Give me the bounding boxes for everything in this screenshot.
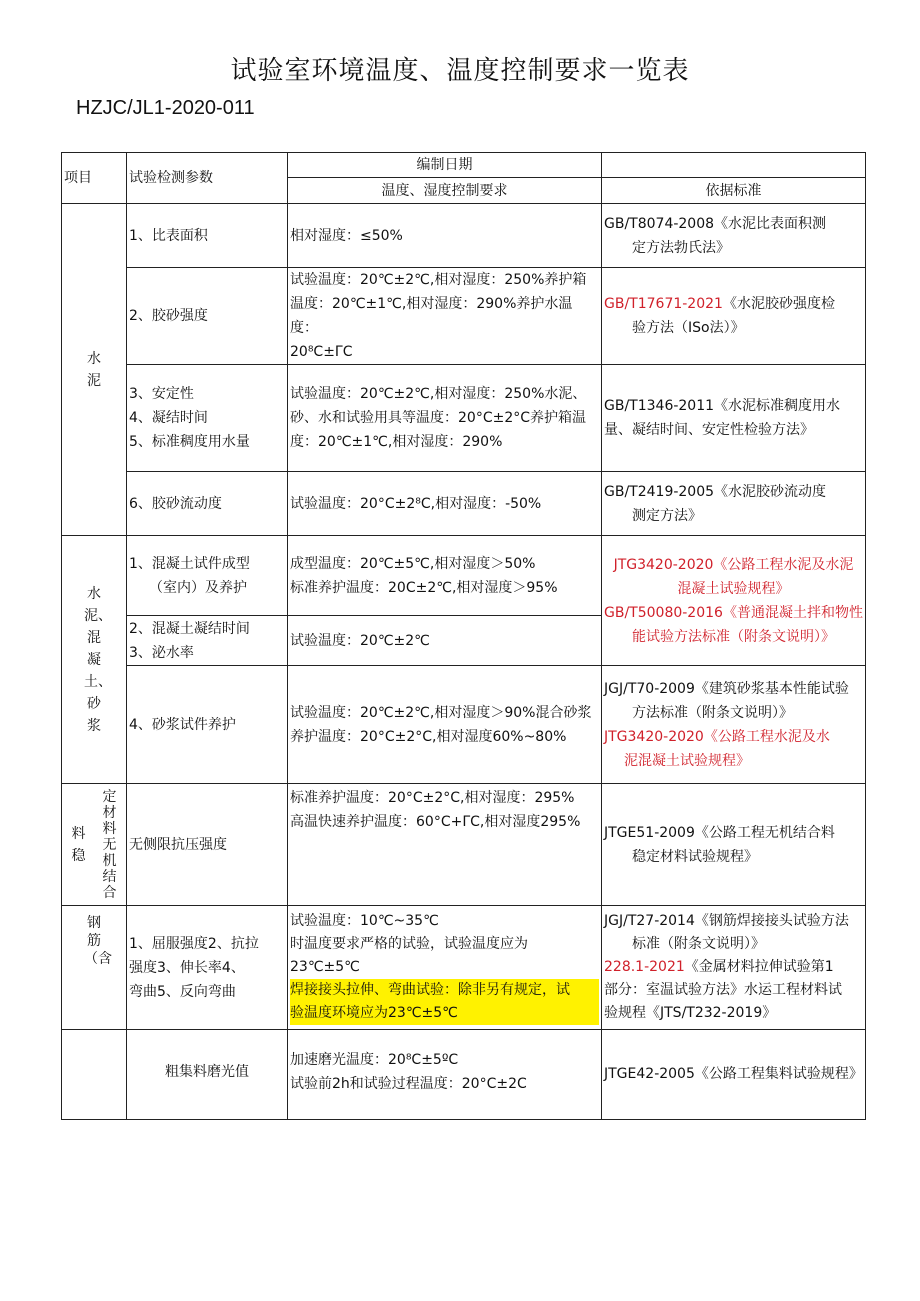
std-cell: JTGE42-2005《公路工程集料试验规程》 [602,1030,866,1120]
param-line: 5、标准稠度用水量 [129,434,250,450]
std-line: GB/T8074-2008《水泥比表面积测 [604,215,827,232]
param-line: 4、凝结时间 [129,410,208,426]
param-line: 弯曲5、反向弯曲 [129,983,236,1000]
req-line: 度：20℃±1℃,相对湿度：290% [290,434,503,450]
std-line: 标准（附条文说明）》 [632,936,765,952]
req-line: 23℃±5℃ [290,959,360,975]
category-label: 水泥、混凝土、砂浆 [84,585,112,734]
table-row [62,666,866,784]
req-cell [288,365,602,472]
req-line: 标准养护温度：20C±2℃,相对湿度＞95% [290,579,558,596]
std-line: JTG3420-2020《公路工程水泥及水泥 [613,556,854,573]
param-cell: 1、比表面积 [127,204,288,268]
table-row [62,906,866,1030]
category-stab [62,784,127,906]
header-date-value [602,153,866,178]
req-cell [288,666,602,784]
req-line: 试验前2h和试验过程温度：20°C±2C [290,1076,527,1092]
header-item: 项目 [62,153,127,204]
std-line: JTGE51-2009《公路工程无机结合料 [604,824,835,841]
param-cell: 4、砂浆试件养护 [127,666,288,784]
std-line: JGJ/T27-2014《钢筋焊接接头试验方法 [604,913,849,929]
req-line: 高温快速养护温度：60°C+ΓC,相对湿度295% [290,814,581,830]
table-row [62,784,866,906]
std-line: 定方法勃氏法》 [632,239,730,256]
param-line: 1、屈服强度2、抗拉 [129,935,259,952]
category-label-left: 料稳 [71,825,86,864]
std-line [604,292,863,316]
req-cell [288,268,602,365]
table-row [62,472,866,536]
requirements-table [61,152,866,1120]
table-header-row [62,153,866,178]
category-empty [62,1030,127,1120]
header-date: 编制日期 [288,153,602,178]
table-row [62,204,866,268]
param-cell [127,906,288,1030]
std-text: 《金属材料拉伸试验第1 [684,959,834,975]
category-steel [62,906,127,1030]
std-cell [602,365,866,472]
req-cell [288,1030,602,1120]
param-cell: 2、胶砂强度 [127,268,288,365]
std-cell [602,268,866,365]
req-line: 成型温度：20℃±5℃,相对湿度＞50% [290,555,536,572]
req-line: 标准养护温度：20°C±2°C,相对湿度：295% [290,790,575,806]
param-line: 1、混凝土试件成型 [129,555,250,572]
param-cell [127,616,288,666]
std-cell [602,536,866,666]
req-cell: 试验温度：20°C±2⁸C,相对湿度：-50% [288,472,602,536]
std-line: 量、凝结时间、安定性检验方法》 [604,422,814,438]
req-line: 加速磨光温度：20⁸C±5ºC [290,1052,459,1068]
req-cell [288,536,602,616]
std-line: 泥混凝土试验规程》 [624,752,750,769]
std-line [604,956,863,979]
req-cell: 试验温度：20℃±2℃ [288,616,602,666]
std-line [604,601,863,625]
std-line: 稳定材料试验规程》 [632,848,758,865]
std-line: 验方法（ISo法）》 [632,320,745,336]
std-line: 混凝土试验规程》 [677,580,790,597]
category-label: 水泥 [87,350,101,389]
table-row [62,1030,866,1120]
table-row [62,536,866,616]
header-req: 温度、湿度控制要求 [288,178,602,204]
category-concrete [62,536,127,784]
std-text: 《水泥胶砂强度检 [722,296,835,312]
std-cell [602,906,866,1030]
std-cell [602,204,866,268]
param-cell: 无侧限抗压强度 [127,784,288,906]
std-line: JTG3420-2020《公路工程水泥及水 [604,728,830,745]
std-code-red: GB/T50080-2016 [604,604,723,621]
document-title: 试验室环境温度、温度控制要求一览表 [230,56,690,86]
std-line: 验规程《JTS/T232-2019》 [604,1005,777,1021]
req-line: 时温度要求严格的试验，试验温度应为 [290,936,528,952]
req-line: 砂、水和试验用具等温度：20°C±2°C养护箱温 [290,410,587,426]
param-cell [127,365,288,472]
document-number: HZJC/JL1-2020-011 [76,97,255,119]
req-line: 养护温度：20°C±2°C,相对湿度60%~80% [290,728,567,745]
header-std: 依据标准 [602,178,866,204]
param-cell [127,536,288,616]
param-line: 强度3、伸长率4、 [129,959,245,976]
std-line: 方法标准（附条文说明）》 [632,704,793,721]
req-line-highlight: 验温度环境应为23℃±5℃ [290,1002,599,1025]
param-cell: 粗集料磨光值 [127,1030,288,1120]
param-line: 2、混凝土凝结时间 [129,620,250,637]
req-line: 试验温度：10℃~35℃ [290,913,439,929]
req-cell: 相对湿度：≤50% [288,204,602,268]
req-cell [288,784,602,906]
param-cell: 6、胶砂流动度 [127,472,288,536]
std-line: JGJ/T70-2009《建筑砂浆基本性能试验 [604,680,849,697]
req-line: 试验温度：20℃±2℃,相对湿度＞90%混合砂浆 [290,704,592,721]
std-cell [602,472,866,536]
req-line: 20⁸C±ΓC [290,344,353,360]
req-line: 试验温度：20℃±2℃,相对湿度：250%水泥、 [290,386,587,402]
category-cement [62,204,127,536]
req-line: 试验温度：20℃±2℃,相对湿度：250%养护箱 [290,272,587,288]
std-line: GB/T2419-2005《水泥胶砂流动度 [604,483,827,500]
std-cell [602,784,866,906]
std-line: 部分：室温试验方法》水运工程材料试 [604,982,842,998]
param-line: （室内）及养护 [149,579,247,596]
std-line: 能试验方法标准（附条文说明）》 [632,628,835,645]
table-row [62,365,866,472]
param-line: 3、泌水率 [129,644,194,661]
std-code-red: 228.1-2021 [604,959,685,975]
table-row [62,268,866,365]
req-cell [288,906,602,1030]
category-label-right: 定材料无机结合 [102,788,117,901]
category-label: 钢筋（含 [84,915,112,967]
header-param: 试验检测参数 [127,153,288,204]
std-text: 《普通混凝土拌和物性 [722,604,863,621]
param-line: 3、安定性 [129,386,194,402]
std-code-red: GB/T17671-2021 [604,296,723,312]
std-cell [602,666,866,784]
req-line-highlight: 焊接接头拉伸、弯曲试验：除非另有规定，试 [290,979,599,1002]
std-line: 测定方法》 [632,507,702,524]
std-line: GB/T1346-2011《水泥标准稠度用水 [604,398,841,414]
req-line: 温度：20℃±1℃,相对湿度：290%养护水温度： [290,296,573,336]
